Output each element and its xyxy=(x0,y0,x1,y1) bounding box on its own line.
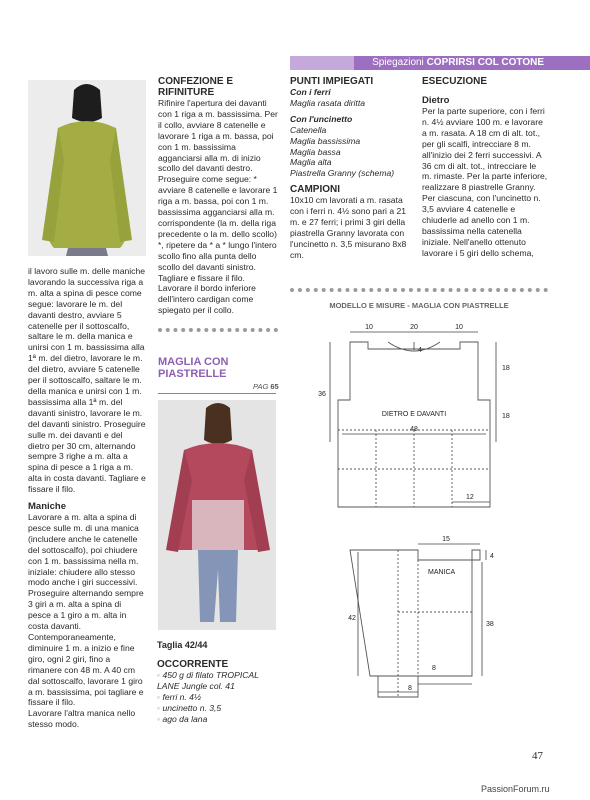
dim-20: 20 xyxy=(410,324,418,331)
diagram-title: MODELLO E MISURE - MAGLIA CON PIASTRELLE xyxy=(329,301,509,310)
dim-4: 4 xyxy=(418,347,422,354)
body-label: DIETRO E DAVANTI xyxy=(381,411,447,418)
campioni-text: 10x10 cm lavorati a m. rasata con i ferri n. 4½ sono pari a 21 m. e 27 ferri; i primi 3 giri della piastrella Granny lavorata con l'uncinetto n. 3,5 misurano 8x8 cm. xyxy=(290,195,407,260)
header-accent xyxy=(290,56,354,70)
dim-18-upper: 18 xyxy=(502,365,510,372)
diagram-top-rule xyxy=(290,288,548,296)
dim-4-sleeve: 4 xyxy=(490,553,494,560)
unc-stitch-3: Maglia bassa xyxy=(290,146,341,157)
uncinetto-subheading: Con l'uncinetto xyxy=(290,113,353,124)
column-4 xyxy=(422,76,548,259)
col1-paragraph-2: Lavorare a m. alta a spina di pesce sulle m. di una manica (includere anche le catenelle del sottoscalfo), poi chiudere con 1 m. bassissima nella m. iniziale: chiudere allo stesso modo anche i giri successivi. Proseguire alternando sempre 3 giri a m. alta a spina di pesce a 1 giro a m. alta in costa davanti. Contemporaneamente, diminuire 1 m. a inizio e fine giro, ogni 2 giri, fino a rimanere con 48 m. A 40 cm dal sottoscalfo, lavorare 1 giro a m. bassissima, poi tagliare e fissare il filo. xyxy=(28,512,144,708)
ferri-stitch: Maglia rasata diritta xyxy=(290,97,365,108)
col1-paragraph-3: Lavorare l'altra manica nello stesso modo. xyxy=(28,708,136,730)
unc-stitch-5: Piastrella Granny (schema) xyxy=(290,168,395,179)
dim-38: 38 xyxy=(486,621,494,628)
unc-stitch-4: Maglia alta xyxy=(290,157,332,168)
esecuzione-heading: ESECUZIONE xyxy=(422,76,488,87)
heading-rule xyxy=(158,393,276,394)
column-3 xyxy=(290,76,412,261)
dim-18-lower: 18 xyxy=(502,413,510,420)
materials-block xyxy=(157,640,282,725)
punti-heading: PUNTI IMPIEGATI xyxy=(290,76,374,87)
unc-stitch-1: Catenella xyxy=(290,124,327,135)
green-cardigan-illustration xyxy=(28,80,146,256)
ferri-subheading: Con i ferri xyxy=(290,87,331,97)
photo-granny-sweater xyxy=(158,400,276,630)
header-text: Spiegazioni COPRIRSI COL COTONE xyxy=(372,57,544,68)
materials-item-4: ◦ ago da lana xyxy=(157,713,208,724)
occorrente-heading: OCCORRENTE xyxy=(157,659,229,670)
page-number: 47 xyxy=(532,750,543,762)
schematic-diagram xyxy=(290,312,550,702)
dotted-separator xyxy=(158,328,278,336)
dim-48: 48 xyxy=(410,426,418,433)
materials-item-3: ◦ uncinetto n. 3,5 xyxy=(157,702,222,713)
dim-8-lower: 8 xyxy=(408,685,412,692)
dim-8-upper: 8 xyxy=(432,665,436,672)
size-label: Taglia 42/44 xyxy=(157,640,208,650)
column-1 xyxy=(28,266,146,730)
dietro-text: Per la parte superiore, con i ferri n. 4½ avviare 100 m. e lavorare a m. rasata. A 18 cm di alt. tot., per gli scalfi, intrecciare 8 m. all'inizio dei 2 ferri successivi. A 36 cm di alt. tot., intrecciare le m. rimaste. Per la parte inferiore, realizzare 8 piastrelle Granny. Per ciascuna, con l'uncinetto n. 3,5 avviare 4 catenelle e chiuderle ad anello con 1 m. bassissima nella catenella iniziale. Nell'anello ottenuto lavorare i 5 giri dello schema, xyxy=(422,106,548,258)
watermark: PassionForum.ru xyxy=(481,784,550,794)
campioni-heading: CAMPIONI xyxy=(290,184,340,196)
col1-paragraph-1: il lavoro sulle m. delle maniche lavorando la successiva riga a m. alta a spina di pesce come segue: lavorare le m. del davanti destro, avviare 5 catenelle per il sottoscalfo, saltare le m. della manica e unirsi con 1 m. bassissima alla 1ª m. del dietro, lavorare le m. del dietro, avviare 5 catenelle per il sottoscalfo, saltare le m. della manica e unirsi con 1 m. bassissima alla 1ª m. del davanti sinistro, lavorare le m. del davanti sinistro. Proseguire sulle m. dei davanti e del dietro per 30 cm, alternando sempre 3 righe a m. alta a spina di pesce a 1 riga a m. alta in costa davanti. Tagliare e fissare il filo. xyxy=(28,266,146,495)
dim-12: 12 xyxy=(466,494,474,501)
granny-sweater-illustration xyxy=(158,400,276,630)
confezione-heading: CONFEZIONE E RIFINITURE xyxy=(158,76,234,98)
materials-item-2: ◦ ferri n. 4½ xyxy=(157,691,202,702)
unc-stitch-2: Maglia bassissima xyxy=(290,135,361,146)
maglia-heading: MAGLIA CON PIASTRELLE xyxy=(158,356,229,380)
dietro-heading: Dietro xyxy=(422,95,450,106)
maniche-heading: Maniche xyxy=(28,501,67,513)
dim-42: 42 xyxy=(348,615,356,622)
dim-36: 36 xyxy=(318,391,326,398)
page-reference: PAG 65 xyxy=(253,382,279,391)
section-header xyxy=(290,56,590,70)
materials-item-1: ◦ 450 g di filato TROPICAL LANE Jungle col. 41 xyxy=(157,670,259,691)
dim-15: 15 xyxy=(442,536,450,543)
confezione-text: Rifinire l'apertura dei davanti con 1 riga a m. bassissima. Per il collo, avviare 8 catenelle e lavorare 1 riga a m. bassa, poi con 1 m. bassissima agganciarsi alla m. di inizio scollo del davanti destro. Proseguire come segue: * avviare 8 catenelle e lavorare 1 riga a m. bassa, poi con 1 m. bassissima agganciarsi alla m. corrispondente (la m. della riga precedente o la m. dello scollo) *, ripetere da * a * lungo l'intero scollo fino alla punta dello scollo del davanti sinistro. Tagliare e fissare il filo. Lavorare il bordo inferiore dell'intero cardigan come spiegato per il collo. xyxy=(158,98,278,316)
sleeve-label: MANICA xyxy=(428,569,456,576)
dim-10-left: 10 xyxy=(365,324,373,331)
column-2 xyxy=(158,76,280,316)
dim-10-right: 10 xyxy=(455,324,463,331)
photo-green-cardigan xyxy=(28,80,146,256)
